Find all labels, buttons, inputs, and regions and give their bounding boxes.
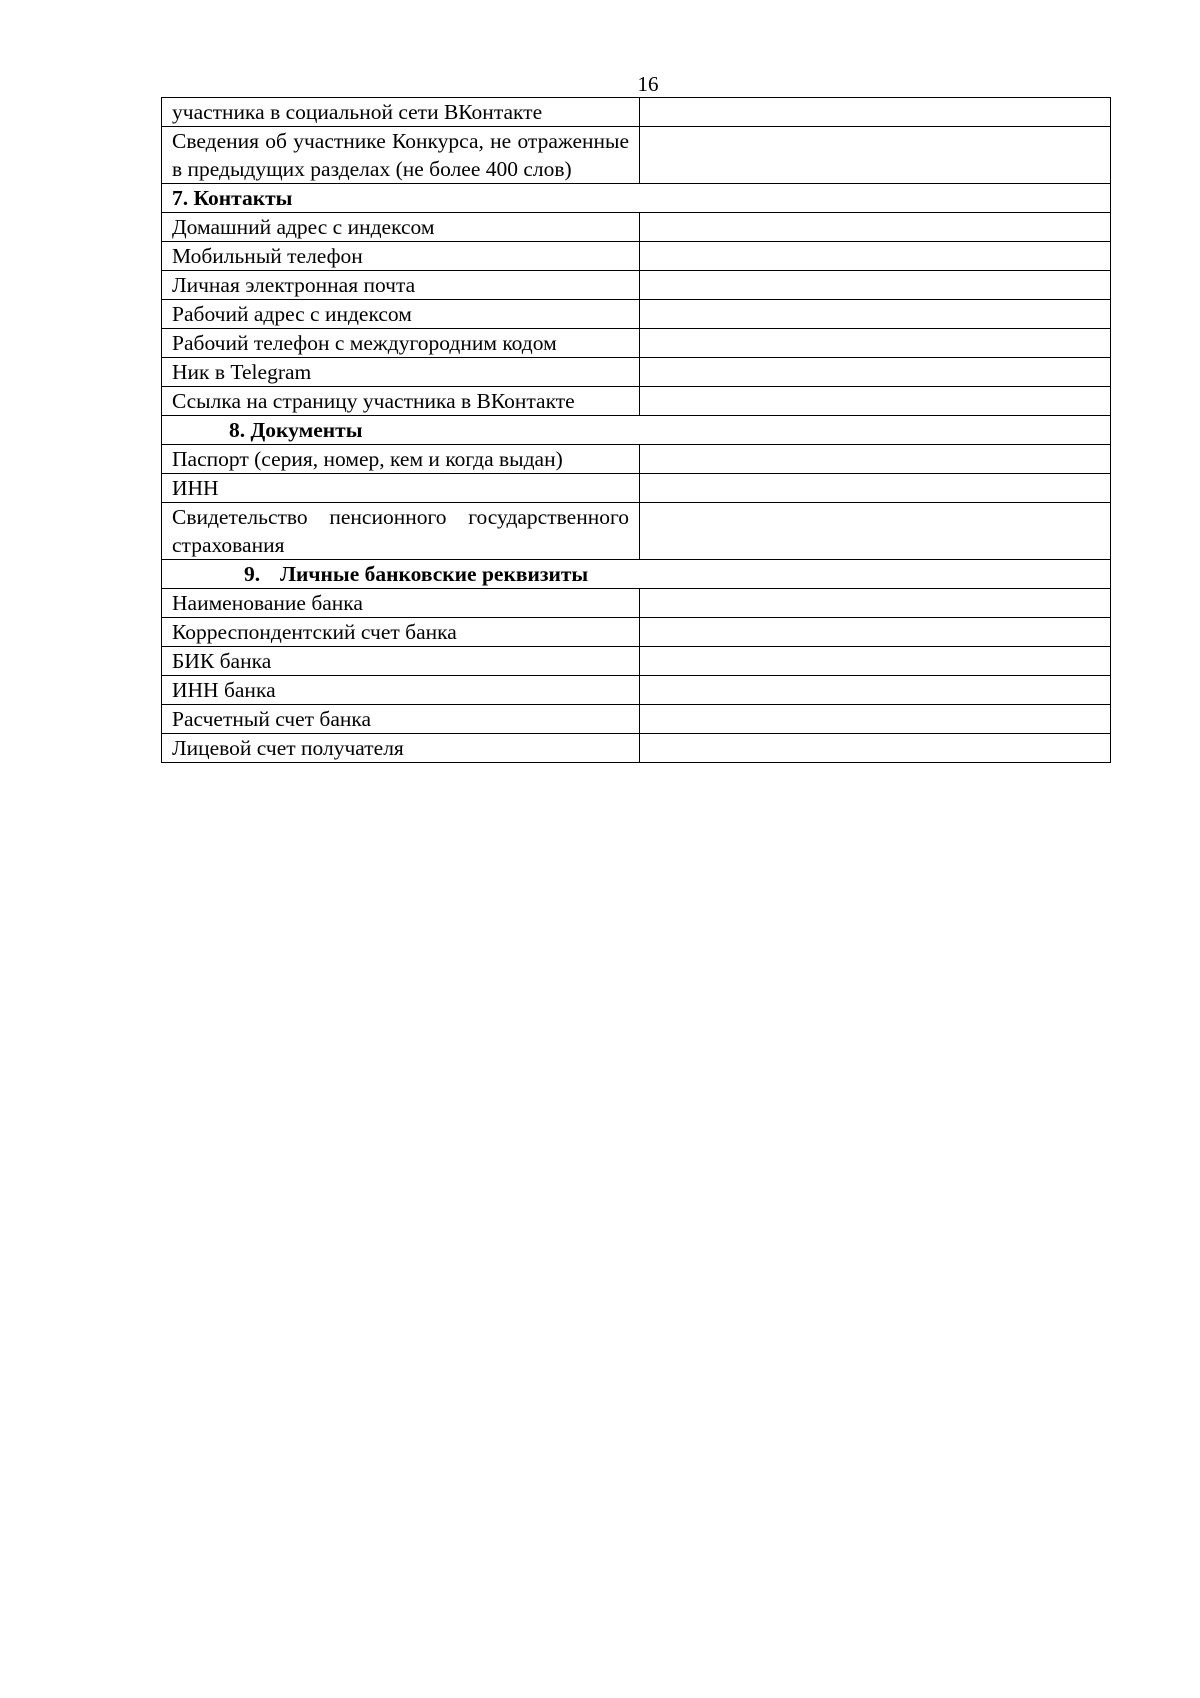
table-row — [162, 445, 1111, 474]
row-value-telegram-nick[interactable] — [640, 358, 1111, 387]
table-row — [162, 647, 1111, 676]
row-label-work-address: Рабочий адрес с индексом — [162, 300, 640, 329]
section-title-contacts: 7. Контакты — [162, 184, 1111, 213]
row-value-vk-social[interactable] — [640, 98, 1111, 127]
row-value-settlement-account[interactable] — [640, 705, 1111, 734]
row-label-work-phone: Рабочий телефон с междугородним кодом — [162, 329, 640, 358]
table-row — [162, 734, 1111, 763]
table-row — [162, 387, 1111, 416]
row-label-telegram-nick: Ник в Telegram — [162, 358, 640, 387]
row-label-inn: ИНН — [162, 474, 640, 503]
row-value-home-address[interactable] — [640, 213, 1111, 242]
section-header-row — [162, 184, 1111, 213]
row-label-bik: БИК банка — [162, 647, 640, 676]
row-label-recipient-account: Лицевой счет получателя — [162, 734, 640, 763]
participant-form-table — [161, 97, 1111, 763]
row-label-pension-certificate: Свидетельство пенсионного государственного страхования — [162, 503, 640, 560]
row-label-corr-account: Корреспондентский счет банка — [162, 618, 640, 647]
section-header-row — [162, 560, 1111, 589]
row-label-additional-info: Сведения об участнике Конкурса, не отраженные в предыдущих разделах (не более 400 слов) — [162, 127, 640, 184]
row-value-additional-info[interactable] — [640, 127, 1111, 184]
table-row — [162, 589, 1111, 618]
row-value-bank-inn[interactable] — [640, 676, 1111, 705]
table-row — [162, 705, 1111, 734]
row-label-bank-name: Наименование банка — [162, 589, 640, 618]
table-row — [162, 329, 1111, 358]
row-label-personal-email: Личная электронная почта — [162, 271, 640, 300]
table-row — [162, 98, 1111, 127]
table-row — [162, 127, 1111, 184]
row-label-settlement-account: Расчетный счет банка — [162, 705, 640, 734]
row-value-pension-certificate[interactable] — [640, 503, 1111, 560]
row-value-inn[interactable] — [640, 474, 1111, 503]
row-value-mobile-phone[interactable] — [640, 242, 1111, 271]
row-label-mobile-phone: Мобильный телефон — [162, 242, 640, 271]
table-row — [162, 271, 1111, 300]
section-title-bank — [162, 560, 1111, 589]
row-value-passport[interactable] — [640, 445, 1111, 474]
page-number: 16 — [637, 72, 659, 96]
row-value-recipient-account[interactable] — [640, 734, 1111, 763]
row-label-vk-social: участника в социальной сети ВКонтакте — [162, 98, 640, 127]
row-value-work-address[interactable] — [640, 300, 1111, 329]
row-value-personal-email[interactable] — [640, 271, 1111, 300]
table-row — [162, 300, 1111, 329]
row-label-bank-inn: ИНН банка — [162, 676, 640, 705]
section-title-documents: 8. Документы — [162, 416, 1111, 445]
row-label-vk-link: Ссылка на страницу участника в ВКонтакте — [162, 387, 640, 416]
table-row — [162, 242, 1111, 271]
table-row — [162, 618, 1111, 647]
row-label-home-address: Домашний адрес с индексом — [162, 213, 640, 242]
section-title-bank-text: Личные банковские реквизиты — [280, 562, 589, 586]
table-row — [162, 358, 1111, 387]
row-value-bank-name[interactable] — [640, 589, 1111, 618]
table-row — [162, 503, 1111, 560]
table-row — [162, 474, 1111, 503]
row-value-bik[interactable] — [640, 647, 1111, 676]
table-row — [162, 676, 1111, 705]
row-value-corr-account[interactable] — [640, 618, 1111, 647]
section-header-row — [162, 416, 1111, 445]
row-label-passport: Паспорт (серия, номер, кем и когда выдан) — [162, 445, 640, 474]
section-number-bank: 9. — [244, 562, 261, 586]
row-value-vk-link[interactable] — [640, 387, 1111, 416]
table-row — [162, 213, 1111, 242]
row-value-work-phone[interactable] — [640, 329, 1111, 358]
